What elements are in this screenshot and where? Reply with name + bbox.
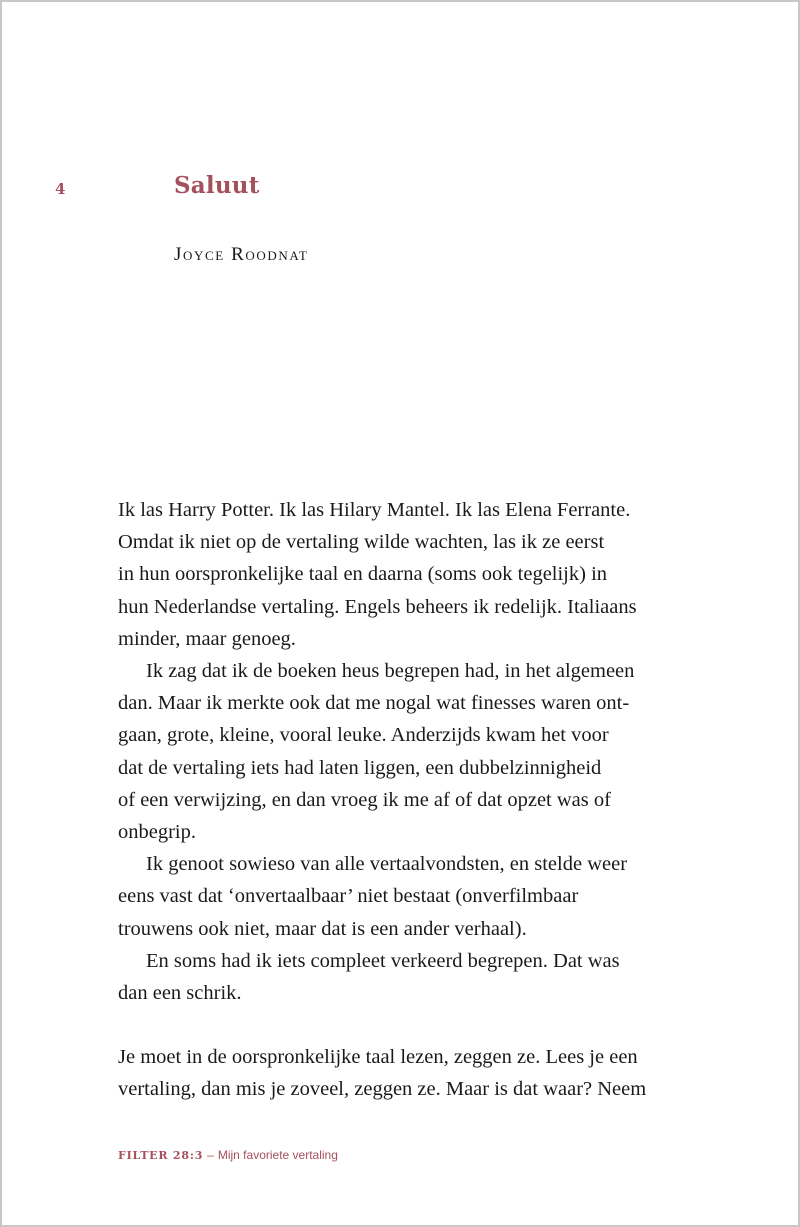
paragraph: Je moet in de oorspronkelijke taal lezen, zeggen ze. Lees je een vertaling, dan mis je zoveel, zeggen ze. Maar is dat waar? Neem	[118, 1046, 647, 1101]
page-number: 4	[55, 180, 66, 198]
paragraph: En soms had ik iets compleet verkeerd begrepen. Dat was dan een schrik.	[118, 949, 620, 1005]
journal-label: FILTER 28:3	[118, 1149, 204, 1162]
article-body	[118, 494, 698, 1106]
footer-separator: –	[207, 1148, 214, 1162]
running-footer	[118, 1148, 338, 1163]
article-title: Saluut	[174, 172, 260, 199]
paragraph: Ik las Harry Potter. Ik las Hilary Mantel. Ik las Elena Ferrante. Omdat ik niet op de vertaling wilde wachten, las ik ze eerst in hun oorspronkelijke taal en daarna (soms ook tegelijk) in hun Nederlandse vertaling. Engels beheers ik redelijk. Italiaans minder, maar genoeg.	[118, 499, 637, 650]
author-name: Joyce Roodnat	[174, 244, 309, 265]
paragraph: Ik genoot sowieso van alle vertaalvondsten, en stelde weer eens vast dat ‘onvertaalbaar’ niet bestaat (onverfilmbaar trouwens ook niet, maar dat is een ander verhaal).	[118, 853, 628, 940]
issue-subtitle: Mijn favoriete vertaling	[217, 1148, 338, 1162]
paragraph: Ik zag dat ik de boeken heus begrepen had, in het algemeen dan. Maar ik merkte ook dat me nogal wat finesses waren ont- gaan, grote, kleine, vooral leuke. Anderzijds kwam het voor dat de vertaling iets had laten liggen, een dubbelzinnigheid of een verwijzing, en dan vroeg ik me af of dat opzet was of onbegrip.	[118, 660, 635, 844]
